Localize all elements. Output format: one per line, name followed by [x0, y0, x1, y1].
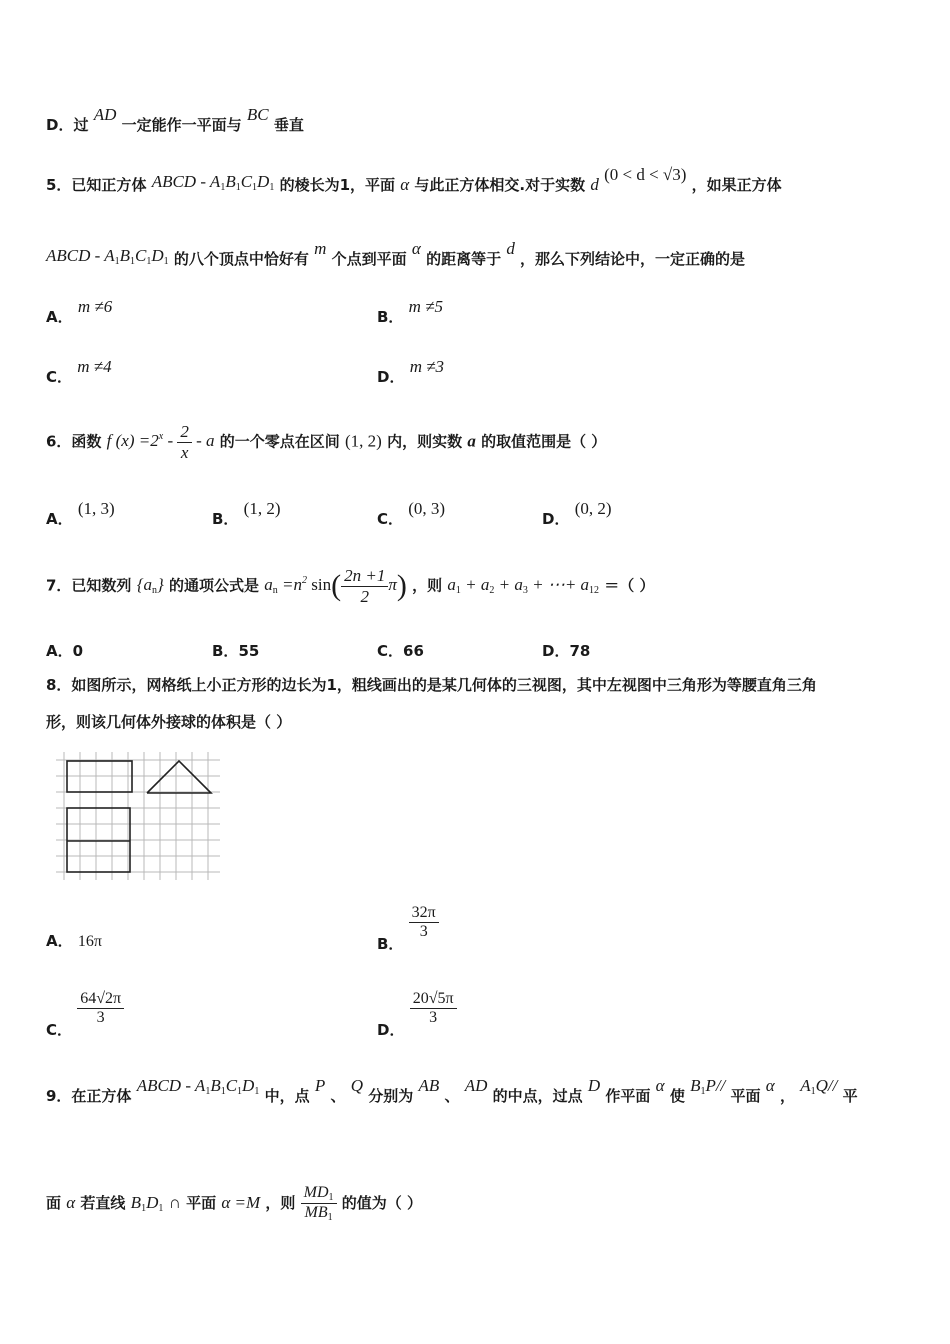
point-d: D: [587, 1076, 601, 1095]
cube-text: ABCD - A: [151, 172, 221, 191]
denominator: MB: [304, 1204, 328, 1221]
sequence-text: {a: [136, 575, 152, 595]
cube-text: ABCD - A: [136, 1076, 206, 1095]
intersection-symbol: ∩: [168, 1193, 181, 1212]
text: 垂直: [273, 116, 304, 134]
point-p: P: [314, 1076, 326, 1095]
intersection-result: [221, 1193, 260, 1212]
option-expr: 78: [569, 642, 591, 660]
operator: -: [163, 431, 178, 451]
q7-option-b: [212, 640, 259, 661]
text: 的棱长为1，平面: [279, 176, 396, 194]
b1d1-b: B: [130, 1193, 142, 1212]
numerator: 64√2π: [77, 990, 124, 1009]
q6-option-b: [212, 499, 281, 529]
option-expr: (1, 3): [77, 499, 115, 518]
a1q-parallel: Q//: [815, 1076, 838, 1095]
b1p-parallel: P//: [705, 1076, 726, 1095]
option-label: D．: [377, 368, 405, 386]
b1p-expression: $B_1P//$: [690, 1076, 726, 1097]
q6-line: [46, 422, 606, 463]
denominator: 3: [429, 1009, 438, 1026]
option-fraction: [409, 904, 439, 941]
text: 作平面: [605, 1087, 651, 1105]
option-expr: (1, 2): [243, 499, 281, 518]
text: ，如果正方体: [691, 176, 782, 194]
option-expr: 66: [403, 642, 424, 660]
alpha-symbol: α: [765, 1076, 775, 1095]
option-label: A．: [46, 642, 73, 660]
q6-option-d: [542, 499, 612, 529]
option-label: C．: [46, 368, 73, 386]
math-bc: BC: [246, 105, 269, 124]
option-expr: m ≠3: [409, 357, 445, 376]
numerator: MD: [303, 1184, 329, 1201]
q8-option-b: [377, 904, 439, 953]
math-m: m: [314, 239, 327, 258]
minus-a: - a: [191, 431, 215, 451]
q4-option-d: [46, 105, 304, 135]
cube-name: ABCD - $A_1B_1C_1D_1$: [136, 1076, 260, 1097]
text: 与此正方体相交.对于实数: [414, 176, 586, 194]
text: 的一个零点在区间: [219, 432, 340, 451]
cube-name: ABCD - $A_1B_1C_1D_1$: [151, 172, 275, 193]
text: 的中点，过点: [492, 1087, 583, 1105]
text: ＝（ ）: [604, 576, 655, 595]
q7-line: [46, 566, 655, 607]
sin: sin: [307, 575, 332, 595]
text: 的八个顶点中恰好有: [173, 250, 309, 268]
question-number: 9．在正方体: [46, 1087, 132, 1105]
q8-option-c: [46, 990, 124, 1039]
option-fraction: [77, 990, 124, 1027]
option-label: D．: [542, 642, 570, 660]
alpha-symbol: α: [221, 1193, 231, 1212]
text: 面: [46, 1194, 62, 1212]
option-expr: m ≠4: [77, 357, 112, 376]
q9-line1: [46, 1076, 858, 1107]
equals-m: =M: [230, 1193, 261, 1212]
range-expression: (0 < d < √3): [604, 165, 687, 184]
q8-option-a: [46, 930, 102, 951]
numerator: 2n +1: [341, 566, 388, 587]
fraction: [177, 422, 192, 463]
point-q: Q: [350, 1076, 363, 1095]
text: 平: [842, 1087, 858, 1105]
text: 若直线: [80, 1194, 126, 1212]
fraction: [341, 566, 388, 607]
q5-option-c: [46, 357, 112, 387]
option-expr: 55: [238, 642, 260, 660]
numerator: 20√5π: [410, 990, 457, 1009]
ratio-fraction: $\frac{MD_1}{MB_1}$: [301, 1184, 337, 1223]
sequence-name: $\{a_n\}$: [136, 575, 164, 597]
question-number: 5．已知正方体: [46, 176, 147, 194]
question-number: 6．函数: [46, 432, 102, 451]
denominator: x: [180, 443, 189, 462]
q6-option-a: [46, 499, 115, 529]
a1q-expression: $A_1Q//$: [800, 1076, 838, 1097]
pi: π: [388, 575, 397, 595]
q5-line1: [46, 165, 782, 196]
text: ，则: [412, 576, 443, 595]
denominator: 3: [419, 923, 428, 940]
option-label: B．: [212, 642, 239, 660]
q5-option-b: [377, 297, 444, 327]
option-expr: m ≠5: [408, 297, 444, 316]
numerator: 32π: [409, 904, 439, 923]
text: 个点到平面: [331, 250, 407, 268]
option-label: C．: [377, 642, 404, 660]
alpha-symbol: α: [66, 1193, 76, 1212]
function-text: f (x) =2: [106, 431, 159, 451]
alpha-symbol: α: [411, 239, 421, 258]
text: 的通项公式是: [169, 576, 260, 595]
general-term-formula: $a_n =n^2$ sin( $\frac{2n +1}{2}$ π): [264, 566, 407, 606]
text: 一定能作一平面与: [121, 116, 242, 134]
line-b1d1: $B_1D_1$: [130, 1193, 164, 1214]
function-expression: [106, 422, 215, 462]
option-label: C．: [377, 510, 404, 528]
math-a: a: [467, 431, 476, 451]
side-view: [147, 761, 211, 793]
text: 中，点: [264, 1087, 310, 1105]
b1p-b: B: [690, 1076, 701, 1095]
text: 平面: [186, 1194, 217, 1212]
exponent: x: [158, 431, 164, 443]
separator: 、: [330, 1087, 346, 1105]
q6-option-c: [377, 499, 446, 529]
option-label: B．: [377, 935, 404, 953]
text: ，则: [265, 1194, 296, 1212]
option-label: D．: [377, 1021, 405, 1039]
option-label: D．过: [46, 116, 89, 134]
segment-ab: AB: [418, 1076, 440, 1095]
text: 的值为（ ）: [341, 1194, 423, 1212]
option-label: A．: [46, 510, 73, 528]
formula-eq: =n: [277, 575, 303, 595]
option-label: A．: [46, 308, 73, 326]
option-expr: 0: [72, 642, 84, 660]
math-ad: AD: [93, 105, 117, 124]
a1q-a: A: [800, 1076, 811, 1095]
text: ，那么下列结论中，一定正确的是: [520, 250, 746, 268]
question-number: 7．已知数列: [46, 576, 132, 595]
grid-lines: [56, 752, 220, 880]
text: 分别为: [368, 1087, 414, 1105]
denominator: 3: [96, 1009, 105, 1026]
option-label: B．: [212, 510, 239, 528]
option-expr: (0, 3): [408, 499, 446, 518]
text: 的取值范围是（ ）: [481, 432, 607, 451]
option-fraction: [410, 990, 457, 1027]
q9-line2: [46, 1184, 422, 1223]
alpha-symbol: α: [400, 175, 410, 194]
segment-ad: AD: [464, 1076, 488, 1095]
option-label: C．: [46, 1021, 73, 1039]
formula-a: a: [264, 575, 273, 595]
q8-option-d: [377, 990, 457, 1039]
q8-line1: 8．如图所示，网格纸上小正方形的边长为1，粗线画出的是某几何体的三视图，其中左视图中三角形为等腰直角三角: [46, 676, 817, 694]
math-d: d: [506, 239, 515, 258]
q8-line2: 形，则该几何体外接球的体积是（ ）: [46, 713, 292, 731]
sum-expression: $a_1 + a_2 + a_3$ + ⋯+ $a_{12}$: [447, 575, 600, 597]
option-expr: 16π: [77, 933, 102, 950]
math-d: d: [590, 175, 599, 194]
separator: ，: [779, 1087, 795, 1105]
q7-option-d: [542, 640, 590, 661]
q5-line2: [46, 239, 746, 270]
option-expr: (0, 2): [574, 499, 612, 518]
alpha-symbol: α: [655, 1076, 665, 1095]
cube-name: ABCD - $A_1B_1C_1D_1$: [46, 246, 169, 267]
text: 的距离等于: [426, 250, 502, 268]
text: 平面: [730, 1087, 761, 1105]
q5-option-a: [46, 297, 113, 327]
option-label: D．: [542, 510, 570, 528]
interval: (1, 2): [345, 431, 382, 451]
q7-option-c: [377, 640, 424, 661]
option-label: A．: [46, 932, 73, 950]
numerator: 2: [177, 422, 192, 443]
q7-option-a: [46, 640, 83, 661]
q5-option-d: [377, 357, 445, 387]
text: 内，则实数: [387, 432, 463, 451]
separator: 、: [444, 1087, 460, 1105]
cube-text: ABCD - A: [46, 246, 115, 265]
option-expr: m ≠6: [77, 297, 113, 316]
text: 使: [669, 1087, 685, 1105]
option-label: B．: [377, 308, 404, 326]
denominator: 2: [360, 587, 369, 606]
three-view-diagram: [56, 752, 220, 880]
